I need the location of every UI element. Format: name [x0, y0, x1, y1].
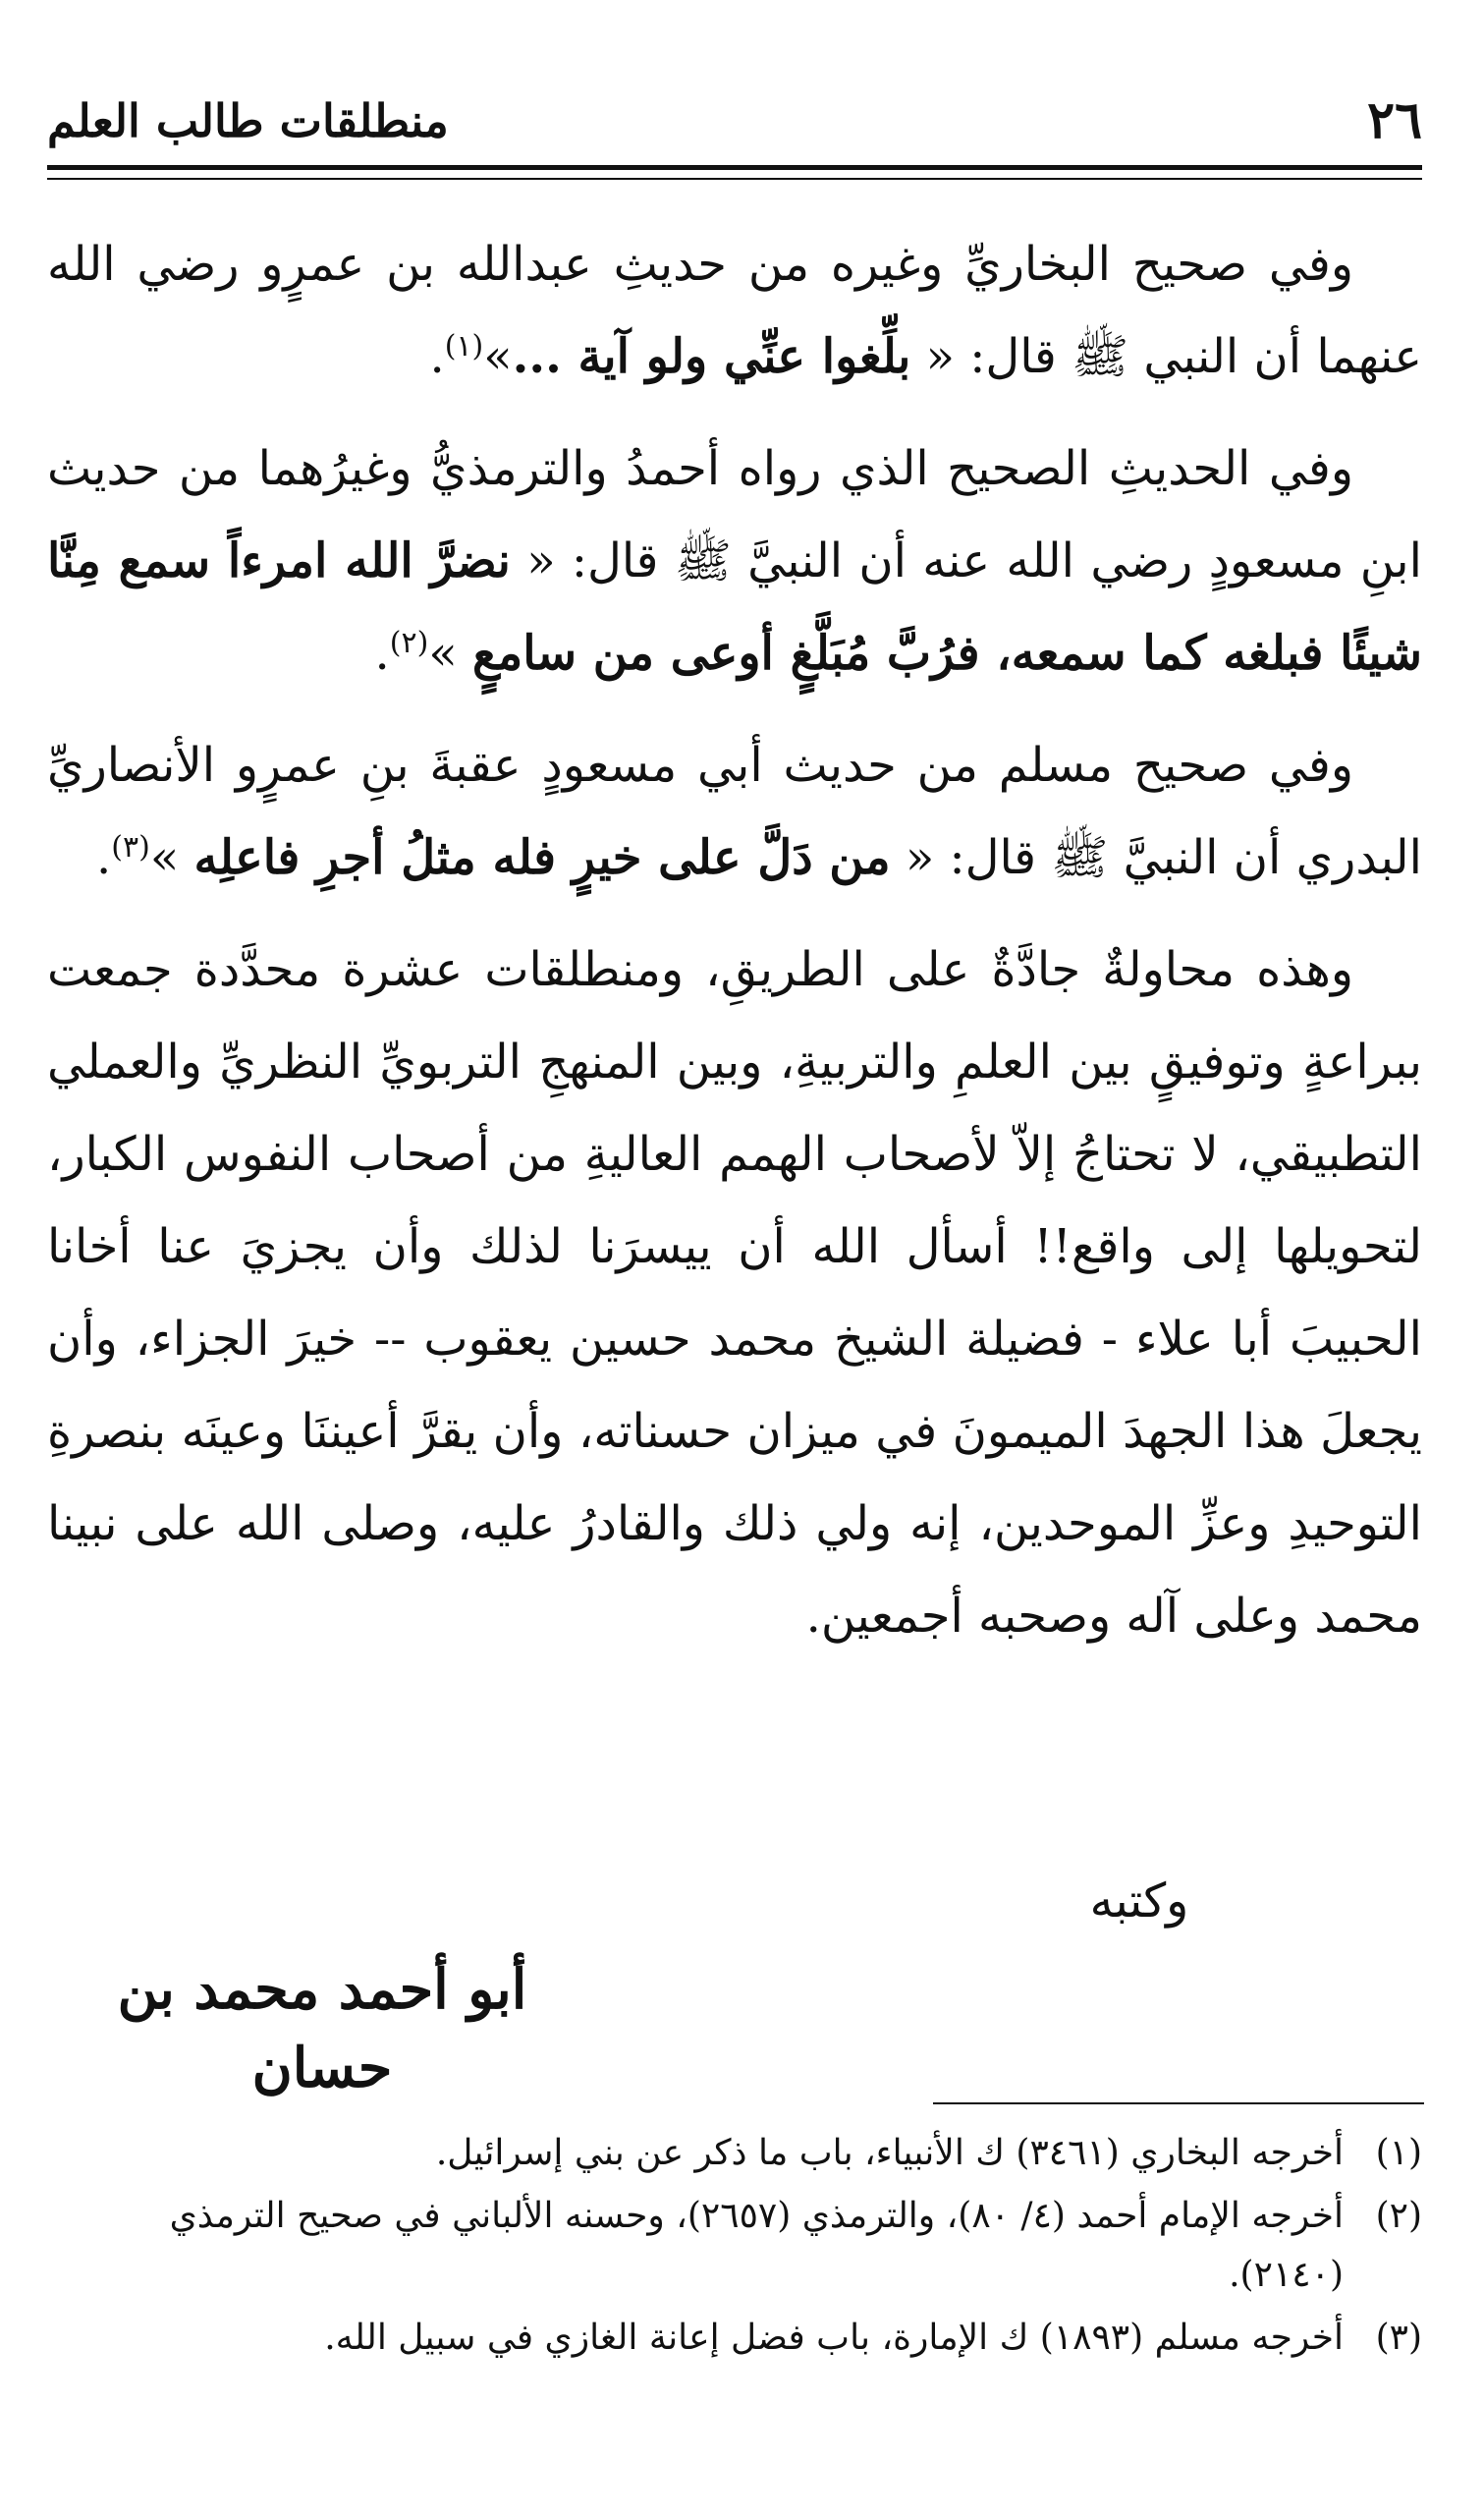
period: .: [374, 626, 390, 681]
paragraph-text: وفي الحديثِ الصحيح الذي رواه أحمدُ والترمذيُّ وغيرُهما من حديث ابنِ مسعودٍ رضي الله عنه أن النبيَّ ﷺ قال: «: [47, 441, 1422, 588]
paragraph-2: [47, 422, 1422, 699]
footnote-ref: (٣): [111, 830, 150, 865]
quote-close: »: [483, 329, 513, 384]
header-rule-thin: [47, 178, 1422, 180]
footnote-number: (٢): [1375, 2196, 1422, 2236]
signature-name: أبو أحمد محمد بن حسان: [117, 1957, 527, 2100]
period: .: [429, 329, 445, 384]
hadith-quote: بلِّغوا عنِّي ولو آية ...: [512, 329, 911, 384]
page-header: [47, 86, 1422, 155]
signature-wrote: وكتبه: [1089, 1873, 1189, 1929]
footnote-text: أخرجه البخاري (٣٤٦١) ك الأنبياء، باب ما ذكر عن بني إسرائيل.: [435, 2133, 1344, 2173]
header-rule-thick: [47, 165, 1422, 170]
paragraph-4: [47, 923, 1422, 1662]
page-number: ٢٦: [1367, 90, 1422, 150]
main-text: [47, 218, 1422, 1682]
footnote-text: أخرجه مسلم (١٨٩٣) ك الإمارة، باب فضل إعانة الغازي في سبيل الله.: [324, 2318, 1344, 2358]
paragraph-text: وفي صحيح البخاريِّ وغيره من حديثِ عبدالله بن عمرٍو رضي الله عنهما أن النبي ﷺ قال: «: [47, 237, 1422, 384]
footnote-3: [47, 2309, 1422, 2368]
paragraph-text: وهذه محاولةٌ جادَّةٌ على الطريقِ، ومنطلقات عشرة محدَّدة جمعت ببراعةٍ وتوفيقٍ بين العلمِ والتربيةِ، وبين المنهجِ التربويِّ النظريِّ والعملي التطبيقي، لا تحتاجُ إلاّ لأصحاب الهمم العاليةِ من أصحاب النفوس الكبار، لتحويلها إلى واقع!! أسأل الله أن ييسرَنا لذلك وأن يجزيَ عنا أخانا الحبيبَ أبا علاء - فضيلة الشيخ محمد حسين يعقوب -- خيرَ الجزاء، وأن يجعلَ هذا الجهدَ الميمونَ في ميزان حسناته، وأن يقرَّ أعيننَا وعينَه بنصرةِ التوحيدِ وعزِّ الموحدين، إنه ولي ذلك والقادرُ عليه، وصلى الله على نبينا محمد وعلى آله وصحبه أجمعين.: [47, 942, 1423, 1644]
hadith-quote: نضرَّ الله امرءاً سمع مِنَّا شيئًا فبلغه كما سمعه، فرُبَّ مُبَلَّغٍ أوعى من سامعٍ: [47, 533, 1422, 681]
paragraph-text: وفي صحيح مسلم من حديث أبي مسعودٍ عقبةَ بنِ عمرٍو الأنصاريِّ البدري أن النبيَّ ﷺ قال: «: [47, 738, 1422, 885]
period: .: [96, 830, 112, 885]
hadith-quote: من دَلَّ على خيرٍ فله مثلُ أجرِ فاعلِه: [193, 830, 891, 885]
footnote-number: (١): [1375, 2133, 1422, 2173]
footnote-text: أخرجه الإمام أحمد (٤/ ٨٠)، والترمذي (٢٦٥٧)، وحسنه الألباني في صحيح الترمذي (٢١٤٠).: [169, 2196, 1344, 2295]
running-title: منطلقات طالب العلم: [47, 94, 449, 147]
quote-close: »: [149, 830, 194, 885]
footnote-number: (٣): [1375, 2318, 1422, 2358]
footnote-2: [47, 2187, 1422, 2305]
footnotes: [47, 2124, 1422, 2372]
footnote-ref: (٢): [389, 626, 429, 660]
footnote-divider: [933, 2102, 1424, 2104]
quote-close: »: [428, 626, 472, 681]
footnote-ref: (١): [444, 329, 484, 363]
footnote-1: [47, 2124, 1422, 2183]
paragraph-1: [47, 218, 1422, 403]
paragraph-3: [47, 719, 1422, 904]
